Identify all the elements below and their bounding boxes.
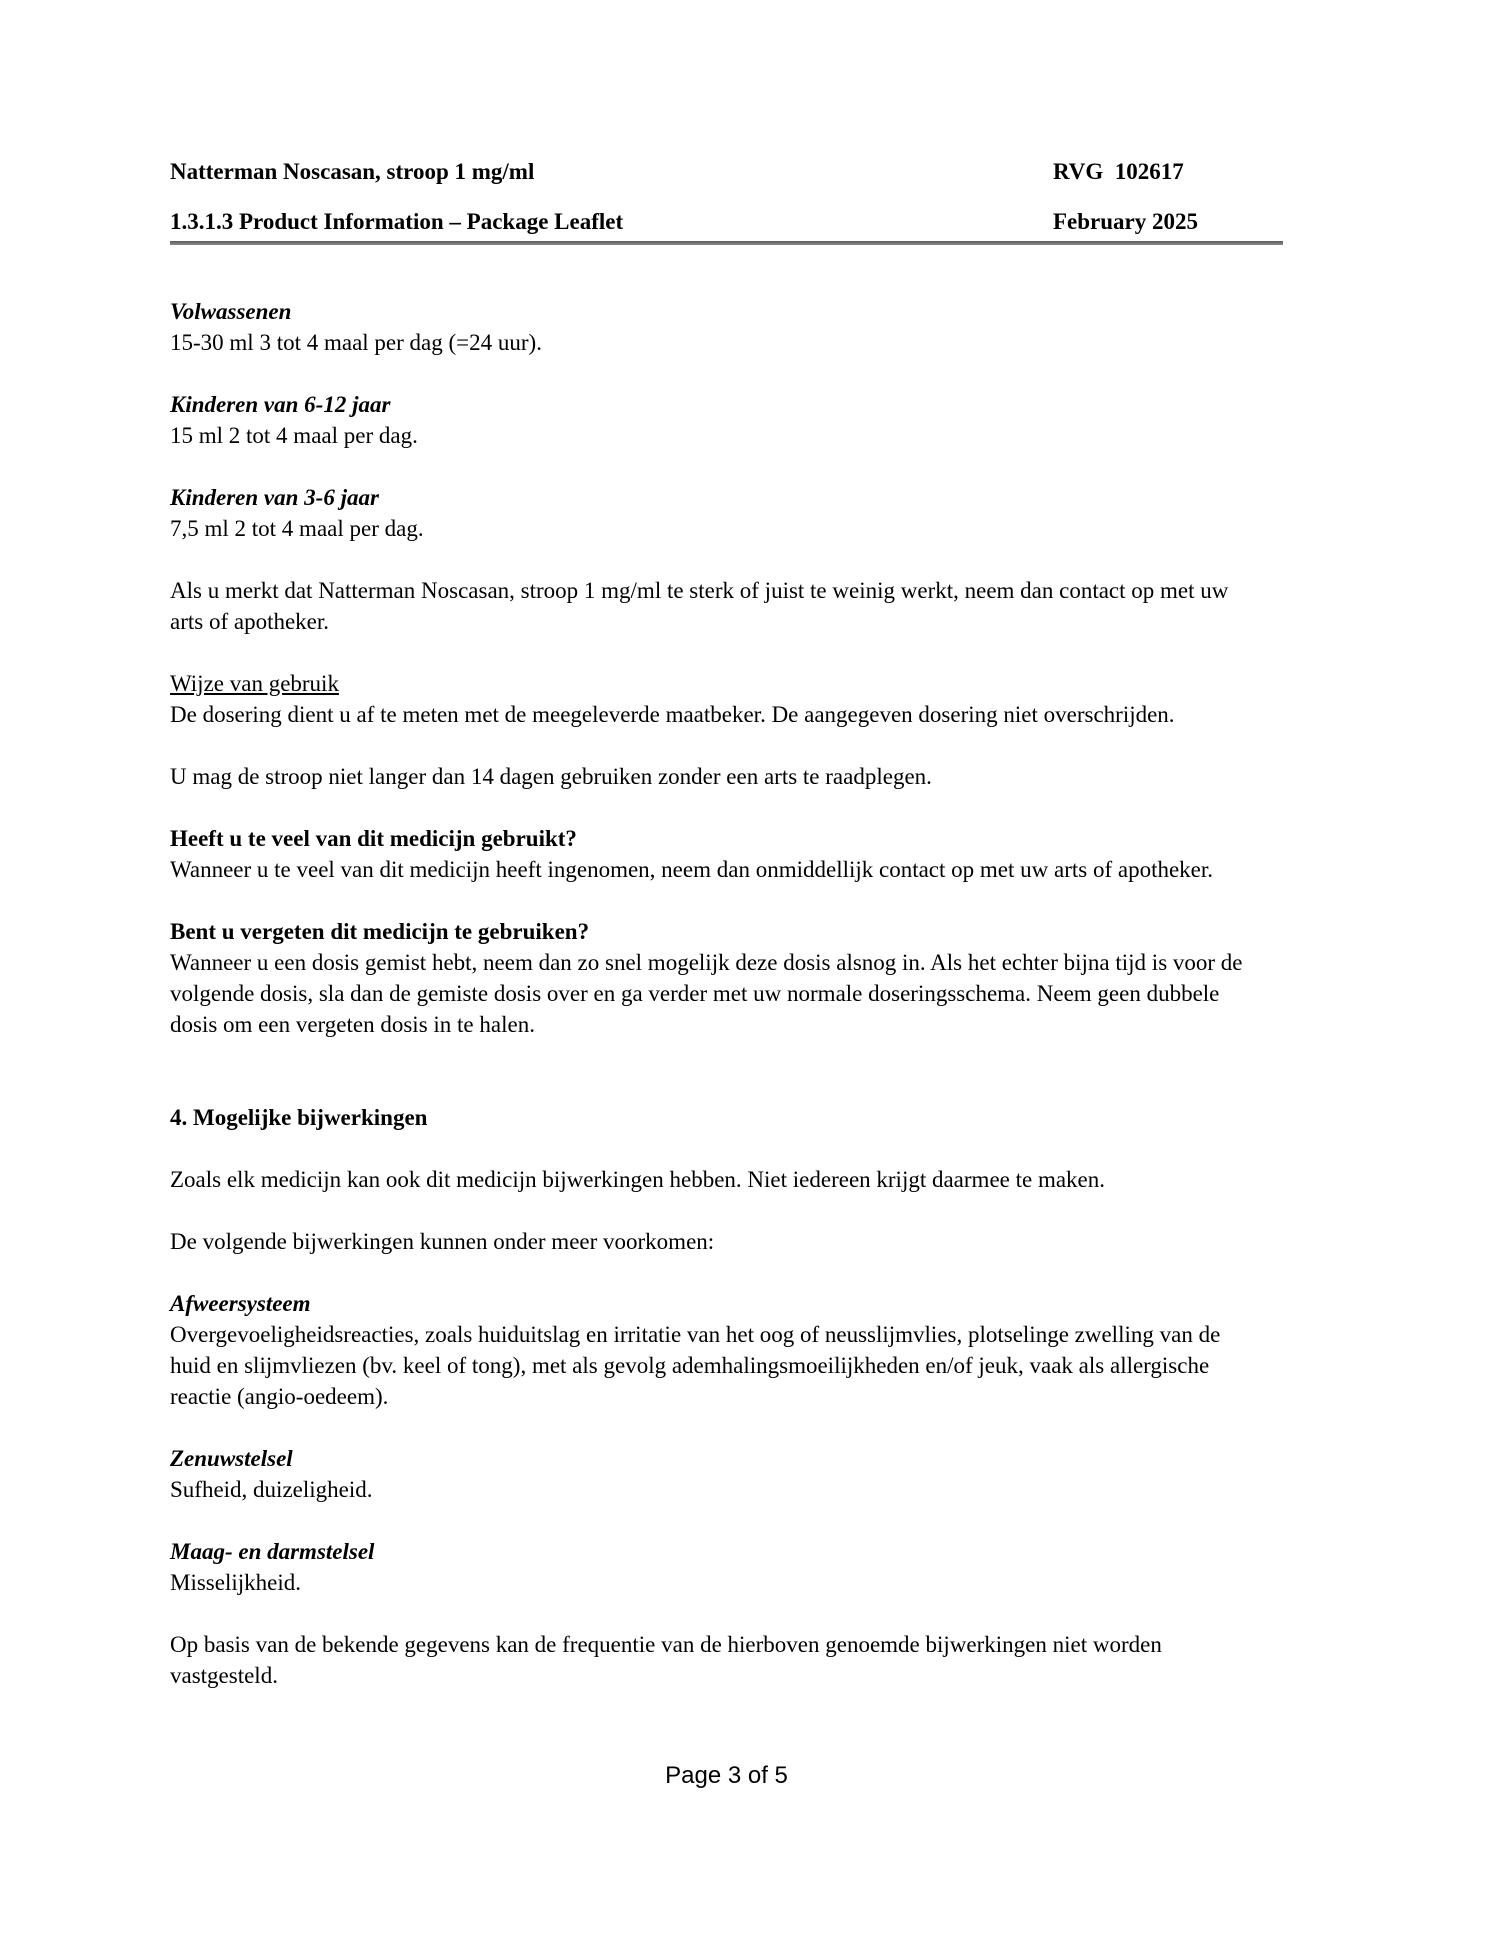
page-number: Page 3 of 5 — [665, 1762, 788, 1789]
paragraph: Als u merkt dat Natterman Noscasan, stroop 1 mg/ml te sterk of juist te weinig werkt, neem dan contact op met uw arts of apotheker. — [170, 578, 1229, 634]
document-section-label: 1.3.1.3 Product Information – Package Leaflet — [170, 209, 624, 234]
paragraph: U mag de stroop niet langer dan 14 dagen gebruiken zonder een arts te raadplegen. — [170, 764, 932, 789]
section-heading: Volwassenen — [170, 299, 292, 324]
section-heading: Maag- en darmstelsel — [170, 1539, 375, 1564]
section-heading: Zenuwstelsel — [170, 1446, 293, 1471]
paragraph: Zoals elk medicijn kan ook dit medicijn bijwerkingen hebben. Niet iedereen krijgt daarmee te maken. — [170, 1167, 1106, 1192]
paragraph: De dosering dient u af te meten met de meegeleverde maatbeker. De aangegeven dosering niet overschrijden. — [170, 702, 1175, 727]
product-title: Natterman Noscasan, stroop 1 mg/ml — [170, 159, 535, 184]
paragraph: Wanneer u een dosis gemist hebt, neem dan zo snel mogelijk deze dosis alsnog in. Als het echter bijna tijd is voor de volgende dosis, sla dan de gemiste dosis over en ga verder met uw normale doseringsschema. Neem geen dubbele dosis om een vergeten dosis in te halen. — [170, 950, 1243, 1037]
paragraph: Overgevoeligheidsreacties, zoals huiduitslag en irritatie van het oog of neusslijmvlies, plotselinge zwelling van de huid en slijmvliezen (bv. keel of tong), met als gevolg ademhalingsmoeilijkheden en/of jeuk, vaak als allergische reactie (angio-oedeem). — [170, 1322, 1221, 1409]
rvg-number: RVG 102617 — [1053, 159, 1184, 184]
document-header — [170, 155, 1283, 244]
section-heading: Kinderen van 3-6 jaar — [170, 485, 379, 510]
header-divider — [170, 241, 1283, 245]
paragraph: Misselijkheid. — [170, 1570, 301, 1595]
paragraph: De volgende bijwerkingen kunnen onder meer voorkomen: — [170, 1229, 715, 1254]
section-heading: Bent u vergeten dit medicijn te gebruiken? — [170, 919, 590, 944]
page-footer — [170, 1762, 1283, 1790]
section-heading: Heeft u te veel van dit medicijn gebruikt? — [170, 826, 577, 851]
section-heading: Kinderen van 6-12 jaar — [170, 392, 391, 417]
document-date: February 2025 — [1053, 209, 1199, 234]
paragraph: Op basis van de bekende gegevens kan de frequentie van de hierboven genoemde bijwerkingen niet worden vastgesteld. — [170, 1632, 1162, 1688]
paragraph: Sufheid, duizeligheid. — [170, 1477, 373, 1502]
section-heading: 4. Mogelijke bijwerkingen — [170, 1105, 428, 1130]
paragraph: Wanneer u te veel van dit medicijn heeft ingenomen, neem dan onmiddellijk contact op met uw arts of apotheker. — [170, 857, 1214, 882]
paragraph: 15-30 ml 3 tot 4 maal per dag (=24 uur). — [170, 330, 542, 355]
page-content — [170, 155, 1283, 1688]
section-heading: Afweersysteem — [170, 1291, 311, 1316]
document-body — [170, 296, 1262, 1691]
paragraph: 7,5 ml 2 tot 4 maal per dag. — [170, 516, 424, 541]
paragraph: 15 ml 2 tot 4 maal per dag. — [170, 423, 418, 448]
subsection-heading: Wijze van gebruik — [170, 671, 339, 696]
